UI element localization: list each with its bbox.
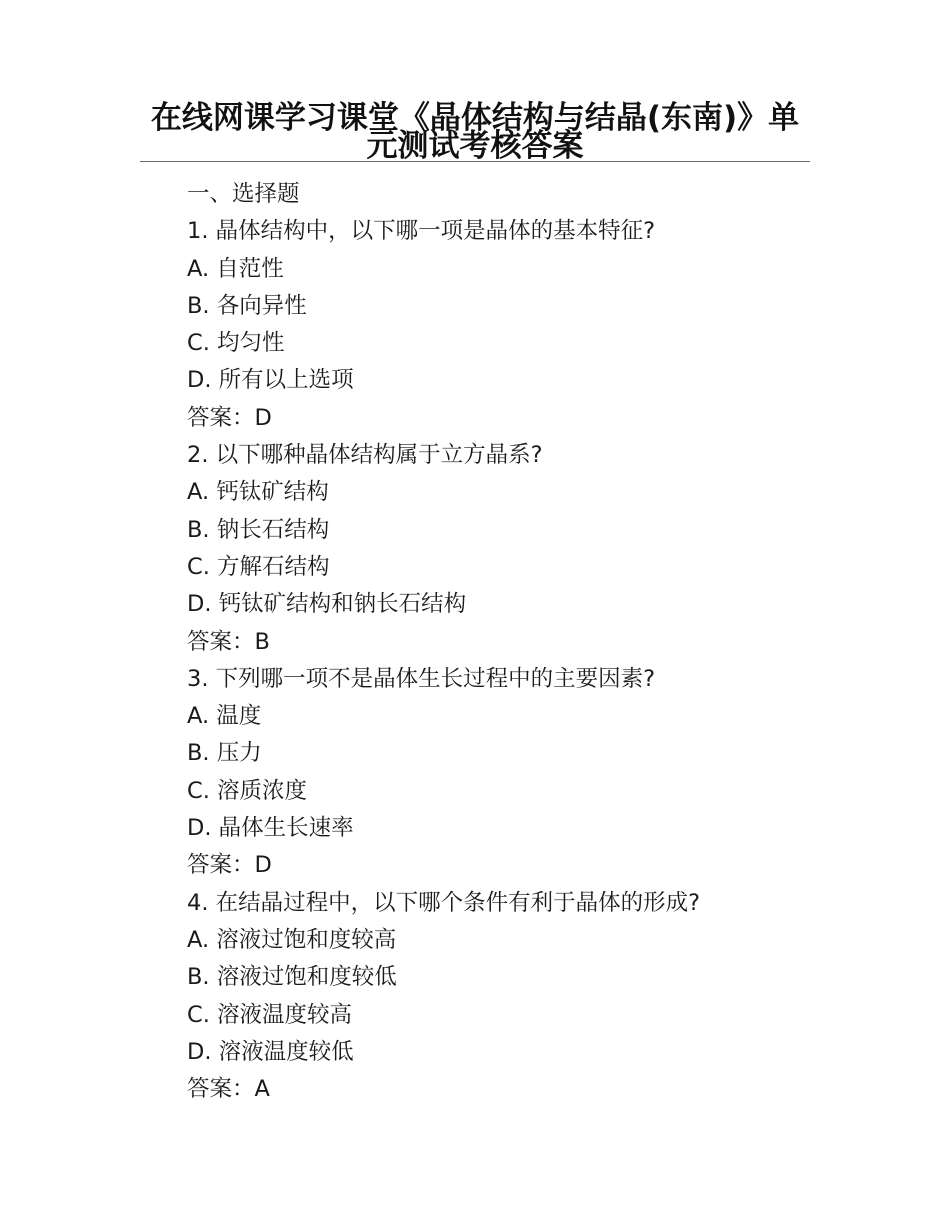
answer-option: C. 溶质浓度 (187, 777, 308, 804)
correct-answer: 答案：D (187, 404, 272, 431)
correct-answer: 答案：D (187, 852, 272, 879)
correct-answer: 答案：B (187, 628, 270, 655)
answer-option: A. 温度 (187, 703, 262, 730)
answer-option: C. 方解石结构 (187, 553, 330, 580)
answer-option: D. 所有以上选项 (187, 367, 354, 394)
answer-option: A. 溶液过饱和度较高 (187, 926, 397, 953)
correct-answer: 答案：A (187, 1076, 270, 1103)
question-text: 4. 在结晶过程中，以下哪个条件有利于晶体的形成? (187, 889, 701, 916)
answer-option: D. 溶液温度较低 (187, 1038, 354, 1065)
answer-option: B. 各向异性 (187, 292, 307, 319)
answer-option: C. 溶液温度较高 (187, 1001, 353, 1028)
answer-option: B. 钠长石结构 (187, 516, 330, 543)
document-title: 在线网课学习课堂《晶体结构与结晶(东南)》单元测试考核答案 (150, 100, 800, 164)
question-text: 2. 以下哪种晶体结构属于立方晶系? (187, 442, 543, 469)
question-text: 1. 晶体结构中，以下哪一项是晶体的基本特征? (187, 218, 656, 245)
question-text: 3. 下列哪一项不是晶体生长过程中的主要因素? (187, 665, 656, 692)
answer-option: B. 压力 (187, 740, 262, 767)
section-heading: 一、选择题 (187, 181, 300, 207)
answer-option: A. 钙钛矿结构 (187, 479, 329, 506)
answer-option: D. 晶体生长速率 (187, 815, 354, 842)
answer-option: D. 钙钛矿结构和钠长石结构 (187, 591, 467, 618)
document-body (187, 176, 827, 1108)
title-underline (140, 161, 810, 162)
answer-option: A. 自范性 (187, 255, 284, 282)
answer-option: C. 均匀性 (187, 330, 285, 357)
answer-option: B. 溶液过饱和度较低 (187, 964, 397, 991)
